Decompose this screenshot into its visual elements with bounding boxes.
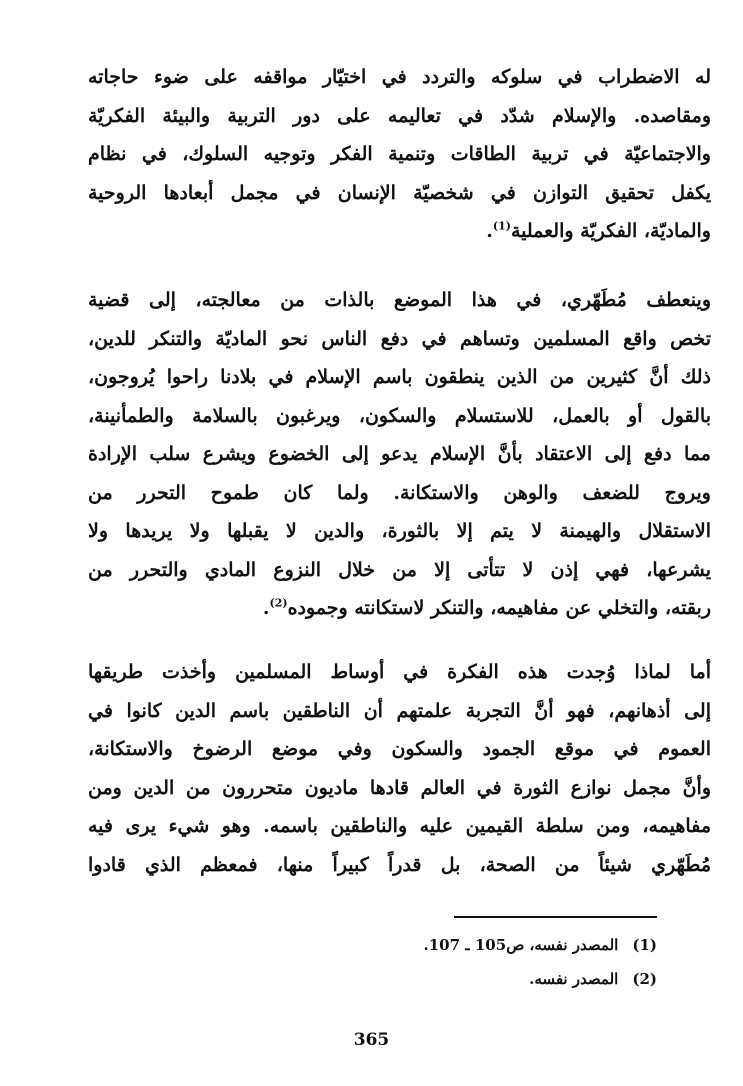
- footnote-text: المصدر نفسه، ص105 ـ 107.: [423, 936, 619, 954]
- text-line: ذلك أنَّ كثيرين من الذين ينطقون باسم الإسلام في بلادنا راحوا يُروجون،: [88, 366, 711, 388]
- text-line: يشرعها، فهي إذن لا تتأتى إلا من خلال النزوع المادي والتحرر من: [88, 558, 711, 581]
- footnote-text: المصدر نفسه.: [529, 970, 619, 988]
- text-line: ربقته، والتخلي عن مفاهيمه، والتنكر لاستكانته وجموده: [287, 597, 711, 619]
- text-line: ومقاصده. والإسلام شدّد في تعاليمه على دور التربية والبيئة الفكريّة: [88, 104, 711, 127]
- text-line: والماديّة، الفكريّة والعملية: [510, 220, 711, 242]
- footnote-2: [300, 962, 657, 996]
- paragraph-2: [88, 281, 711, 628]
- page-number: 365: [353, 1030, 390, 1050]
- footnotes: [300, 928, 657, 996]
- paragraph-1: [88, 58, 711, 251]
- footnote-reference[interactable]: (2): [269, 596, 288, 610]
- footnote-separator: [454, 916, 657, 918]
- text-line: يكفل تحقيق التوازن في شخصيّة الإنسان في مجمل أبعادها الروحية: [88, 181, 711, 204]
- paragraph-3: [88, 653, 711, 884]
- text-line: وينعطف مُطَهّري، في هذا الموضع بالذات من معالجته، إلى قضية: [88, 289, 711, 311]
- text-line: وأنَّ مجمل نوازع الثورة في العالم قادها ماديون متحررون من الدين ومن: [88, 776, 711, 799]
- text-line: العموم في موقع الجمود والسكون وفي موضع الرضوخ والاستكانة،: [88, 738, 711, 760]
- text-line-with-note: [88, 212, 711, 251]
- text-line: الاستقلال والهيمنة لا يتم إلا بالثورة، والدين لا يقبلها ولا يريدها ولا: [88, 520, 711, 542]
- text-line: بالقول أو بالعمل، للاستسلام والسكون، ويرغبون بالسلامة والطمأنينة،: [88, 404, 711, 427]
- text-line: والاجتماعيّة في تربية الطاقات وتنمية الفكر وتوجيه السلوك، في نظام: [88, 143, 711, 165]
- text-line: مما دفع إلى الاعتقاد بأنَّ الإسلام يدعو إلى الخضوع ويشرع سلب الإرادة: [88, 443, 711, 465]
- text-line-with-note: [88, 589, 711, 628]
- end-punctuation: .: [262, 597, 270, 619]
- text-line: مُطَهّري شيئاً من الصحة، بل قدراً كبيراً منها، فمعظم الذي قادوا: [88, 853, 711, 876]
- footnote-reference[interactable]: (1): [492, 219, 511, 233]
- text-line: إلى أذهانهم، فهو أنَّ التجربة علمتهم أن الناطقين باسم الدين كانوا في: [88, 699, 711, 722]
- end-punctuation: .: [486, 220, 493, 242]
- text-line: تخص واقع المسلمين وتساهم في دفع الناس نحو الماديّة والتنكر للدين،: [88, 327, 711, 350]
- text-line: ويروج للضعف والوهن والاستكانة. ولما كان طموح التحرر من: [88, 481, 711, 504]
- text-line: أما لماذا وُجدت هذه الفكرة في أوساط المسلمين وأخذت طريقها: [88, 661, 711, 683]
- footnote-number: (2): [632, 970, 657, 988]
- footnote-1: [300, 928, 657, 962]
- text-line: مفاهيمه، ومن سلطة القيمين عليه والناطقين باسمه. وهو شيء يرى فيه: [88, 815, 711, 837]
- text-line: له الاضطراب في سلوكه والتردد في اختيّار مواقفه على ضوء حاجاته: [88, 66, 711, 88]
- footnote-number: (1): [632, 936, 657, 954]
